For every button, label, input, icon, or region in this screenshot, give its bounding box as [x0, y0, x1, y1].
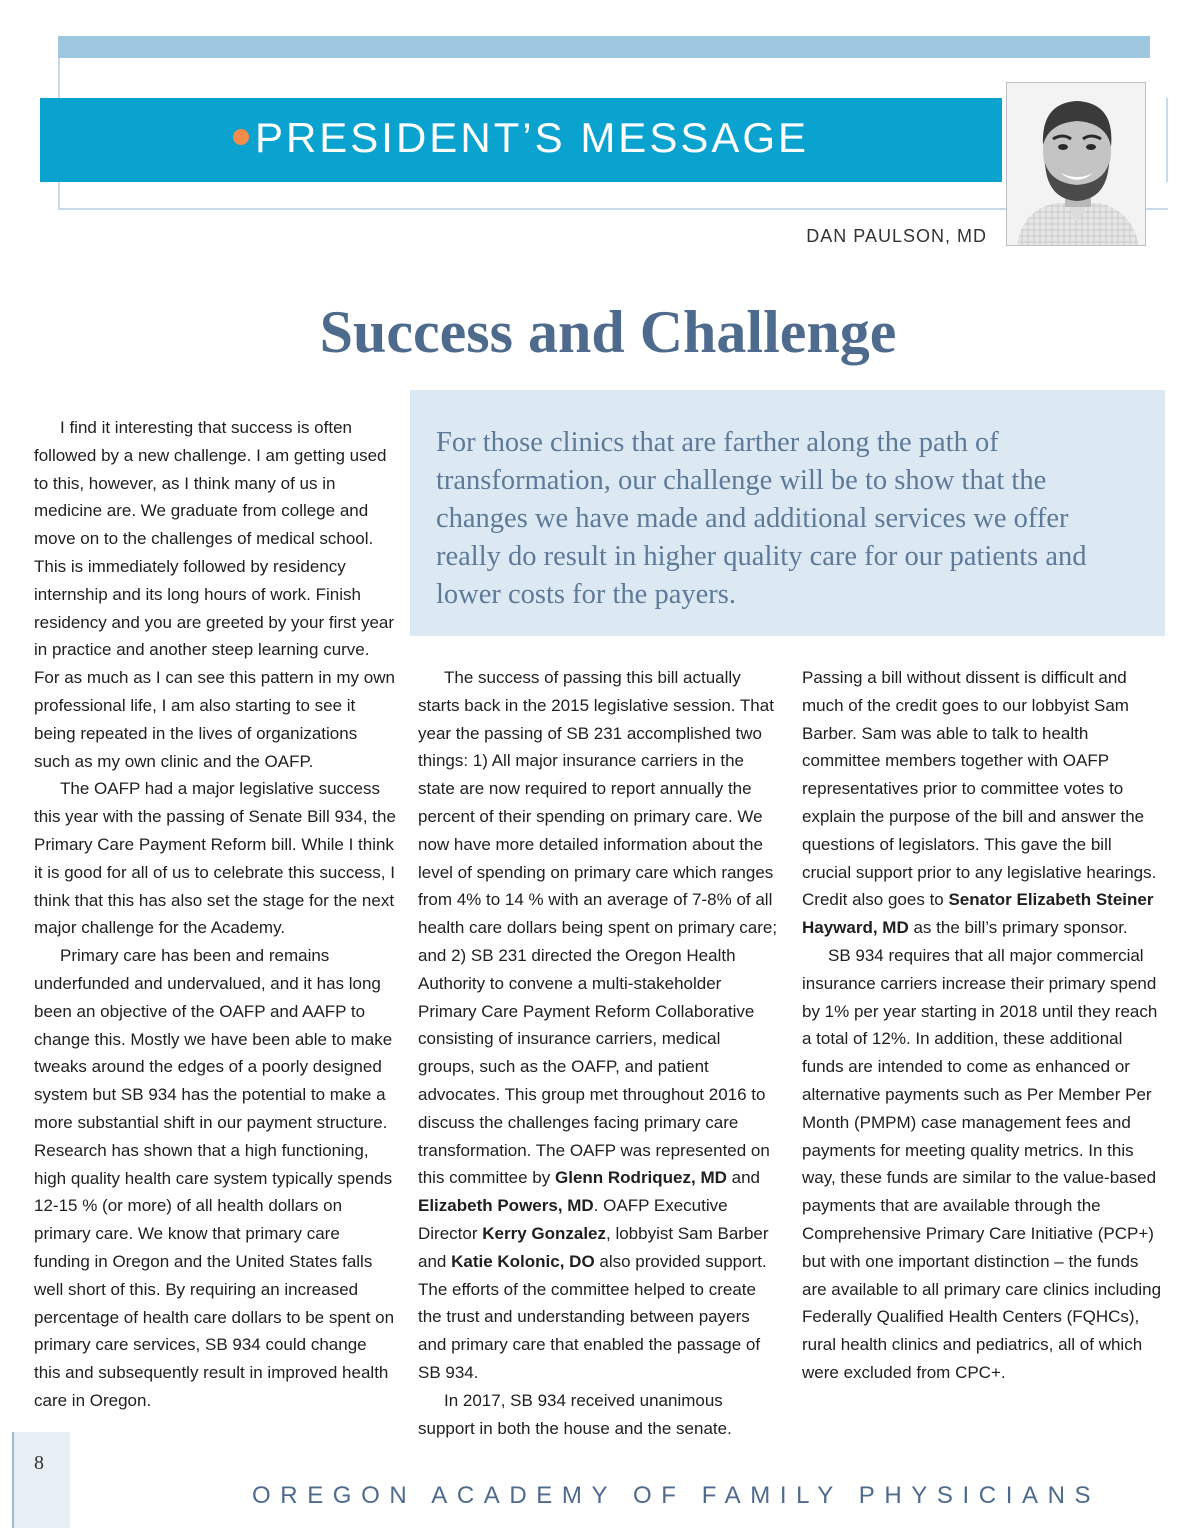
pull-quote-box: [410, 390, 1165, 636]
text-run: , lobbyist Sam Barber and: [418, 1223, 769, 1271]
paragraph: [802, 664, 1164, 942]
bold-name: Katie Kolonic, DO: [451, 1251, 595, 1271]
paragraph: Primary care has been and remains underfunded and undervalued, and it has long been an objective of the OAFP and AAFP to change this. Mostly we have been able to make tweaks around the edges of a poorly designed system but SB 934 has the potential to make a more substantial shift in our payment structure. Research has shown that a high functioning, high quality health care system typically spends 12-15 % (or more) of all health dollars on primary care. We know that primary care funding in Oregon and the United States falls well short of this. By requiring an increased percentage of health care dollars to be spent on primary care services, SB 934 could change this and subsequently result in improved health care in Oregon.: [34, 946, 395, 1410]
author-portrait-icon: [1007, 83, 1146, 246]
author-photo: [1006, 82, 1146, 246]
text-run: and: [726, 1168, 760, 1188]
text-run: The success of passing this bill actually starts back in the 2015 legislative session. That year the passing of SB 231 accomplished two things: 1) All major insurance carriers in the state are now required to report annually the percent of their spending on primary care. We now have more detailed information about the level of spending on primary care which ranges from 4% to 14 % with an average of 7-8% of all health care dollars being spent on primary care; and 2) SB 231 directed the Oregon Health Authority to convene a multi-stakeholder Primary Care Payment Reform Collaborative consisting of insurance carriers, medical groups, such as the OAFP, and patient advocates. This group met throughout 2016 to discuss the challenges facing primary care transformation. The OAFP was represented on this committee by: [418, 668, 778, 1188]
paragraph: SB 934 requires that all major commercial insurance carriers increase their primary spend by 1% per year starting in 2018 until they reach a total of 12%. In addition, these additional funds are intended to come as enhanced or alternative payments such as Per Member Per Month (PMPM) case management fees and payments for meeting quality metrics. In this way, these funds are similar to the value-based payments that are available through the Comprehensive Primary Care Initiative (PCP+) but with one important distinction – the funds are available to all primary care clinics including Federally Qualified Health Centers (FQHCs), rural health clinics and pediatrics, all of which were excluded from CPC+.: [802, 945, 1162, 1382]
section-title: [40, 114, 1002, 162]
paragraph: I find it interesting that success is often followed by a new challenge. I am getting used to this, however, as I think many of us in medicine are. We graduate from college and move on to the challenges of medical school. This is immediately followed by residency internship and its long hours of work. Finish residency and you are greeted by your first year in practice and another steep learning curve. For as much as I can see this pattern in my own professional life, I am also starting to see it being repeated in the lives of organizations such as my own clinic and the OAFP.: [34, 418, 395, 771]
header-frame-right-edge: [1166, 98, 1168, 182]
article-title: Success and Challenge: [319, 299, 897, 365]
text-run: also provided support. The efforts of the committee helped to create the trust and understanding between payers and primary care that enabled the passage of SB 934.: [418, 1251, 767, 1382]
bold-name: Glenn Rodriquez, MD: [555, 1168, 727, 1188]
text-run: . OAFP Executive Director: [418, 1196, 728, 1243]
bold-name: Senator Elizabeth Steiner Hayward, MD: [802, 890, 1154, 938]
bullet-dot-icon: [233, 129, 249, 145]
pull-quote-text: For those clinics that are farther along the path of transformation, our challenge will be to show that the changes we have made and additional services we offer really do result in higher quality care for our patients and lower costs for the payers.: [436, 427, 1087, 610]
paragraph: The OAFP had a major legislative success this year with the passing of Senate Bill 934, the Primary Care Payment Reform bill. While I think it is good for all of us to celebrate this success, I think that this has also set the stage for the next major challenge for the Academy.: [34, 779, 396, 938]
paragraph: In 2017, SB 934 received unanimous support in both the house and the senate.: [418, 1390, 732, 1438]
text-run: Passing a bill without dissent is difficult and much of the credit goes to our lobbyist Sam Barber. Sam was able to talk to health committee members together with OAFP representatives prior to committee votes to explain the purpose of the bill and answer the questions of legislators. This gave the bill crucial support prior to any legislative hearings. Credit also goes to: [802, 668, 1157, 910]
header-top-band: [58, 36, 1150, 58]
text-run: as the bill’s primary sponsor.: [908, 918, 1128, 938]
author-name: DAN PAULSON, MD: [806, 226, 987, 246]
article-column-1: [34, 414, 396, 1415]
section-title-text: PRESIDENT’S MESSAGE: [254, 114, 810, 161]
page-number-box: [12, 1432, 70, 1528]
section-header-bar: [40, 98, 1002, 182]
article-column-3: [802, 664, 1164, 1387]
paragraph: [418, 664, 780, 1387]
bold-name: Elizabeth Powers, MD: [418, 1196, 594, 1216]
page-number: 8: [34, 1452, 44, 1474]
bold-name: Kerry Gonzalez: [482, 1223, 606, 1243]
article-column-2: [418, 664, 780, 1442]
footer-organization: OREGON ACADEMY OF FAMILY PHYSICIANS: [252, 1482, 1101, 1509]
